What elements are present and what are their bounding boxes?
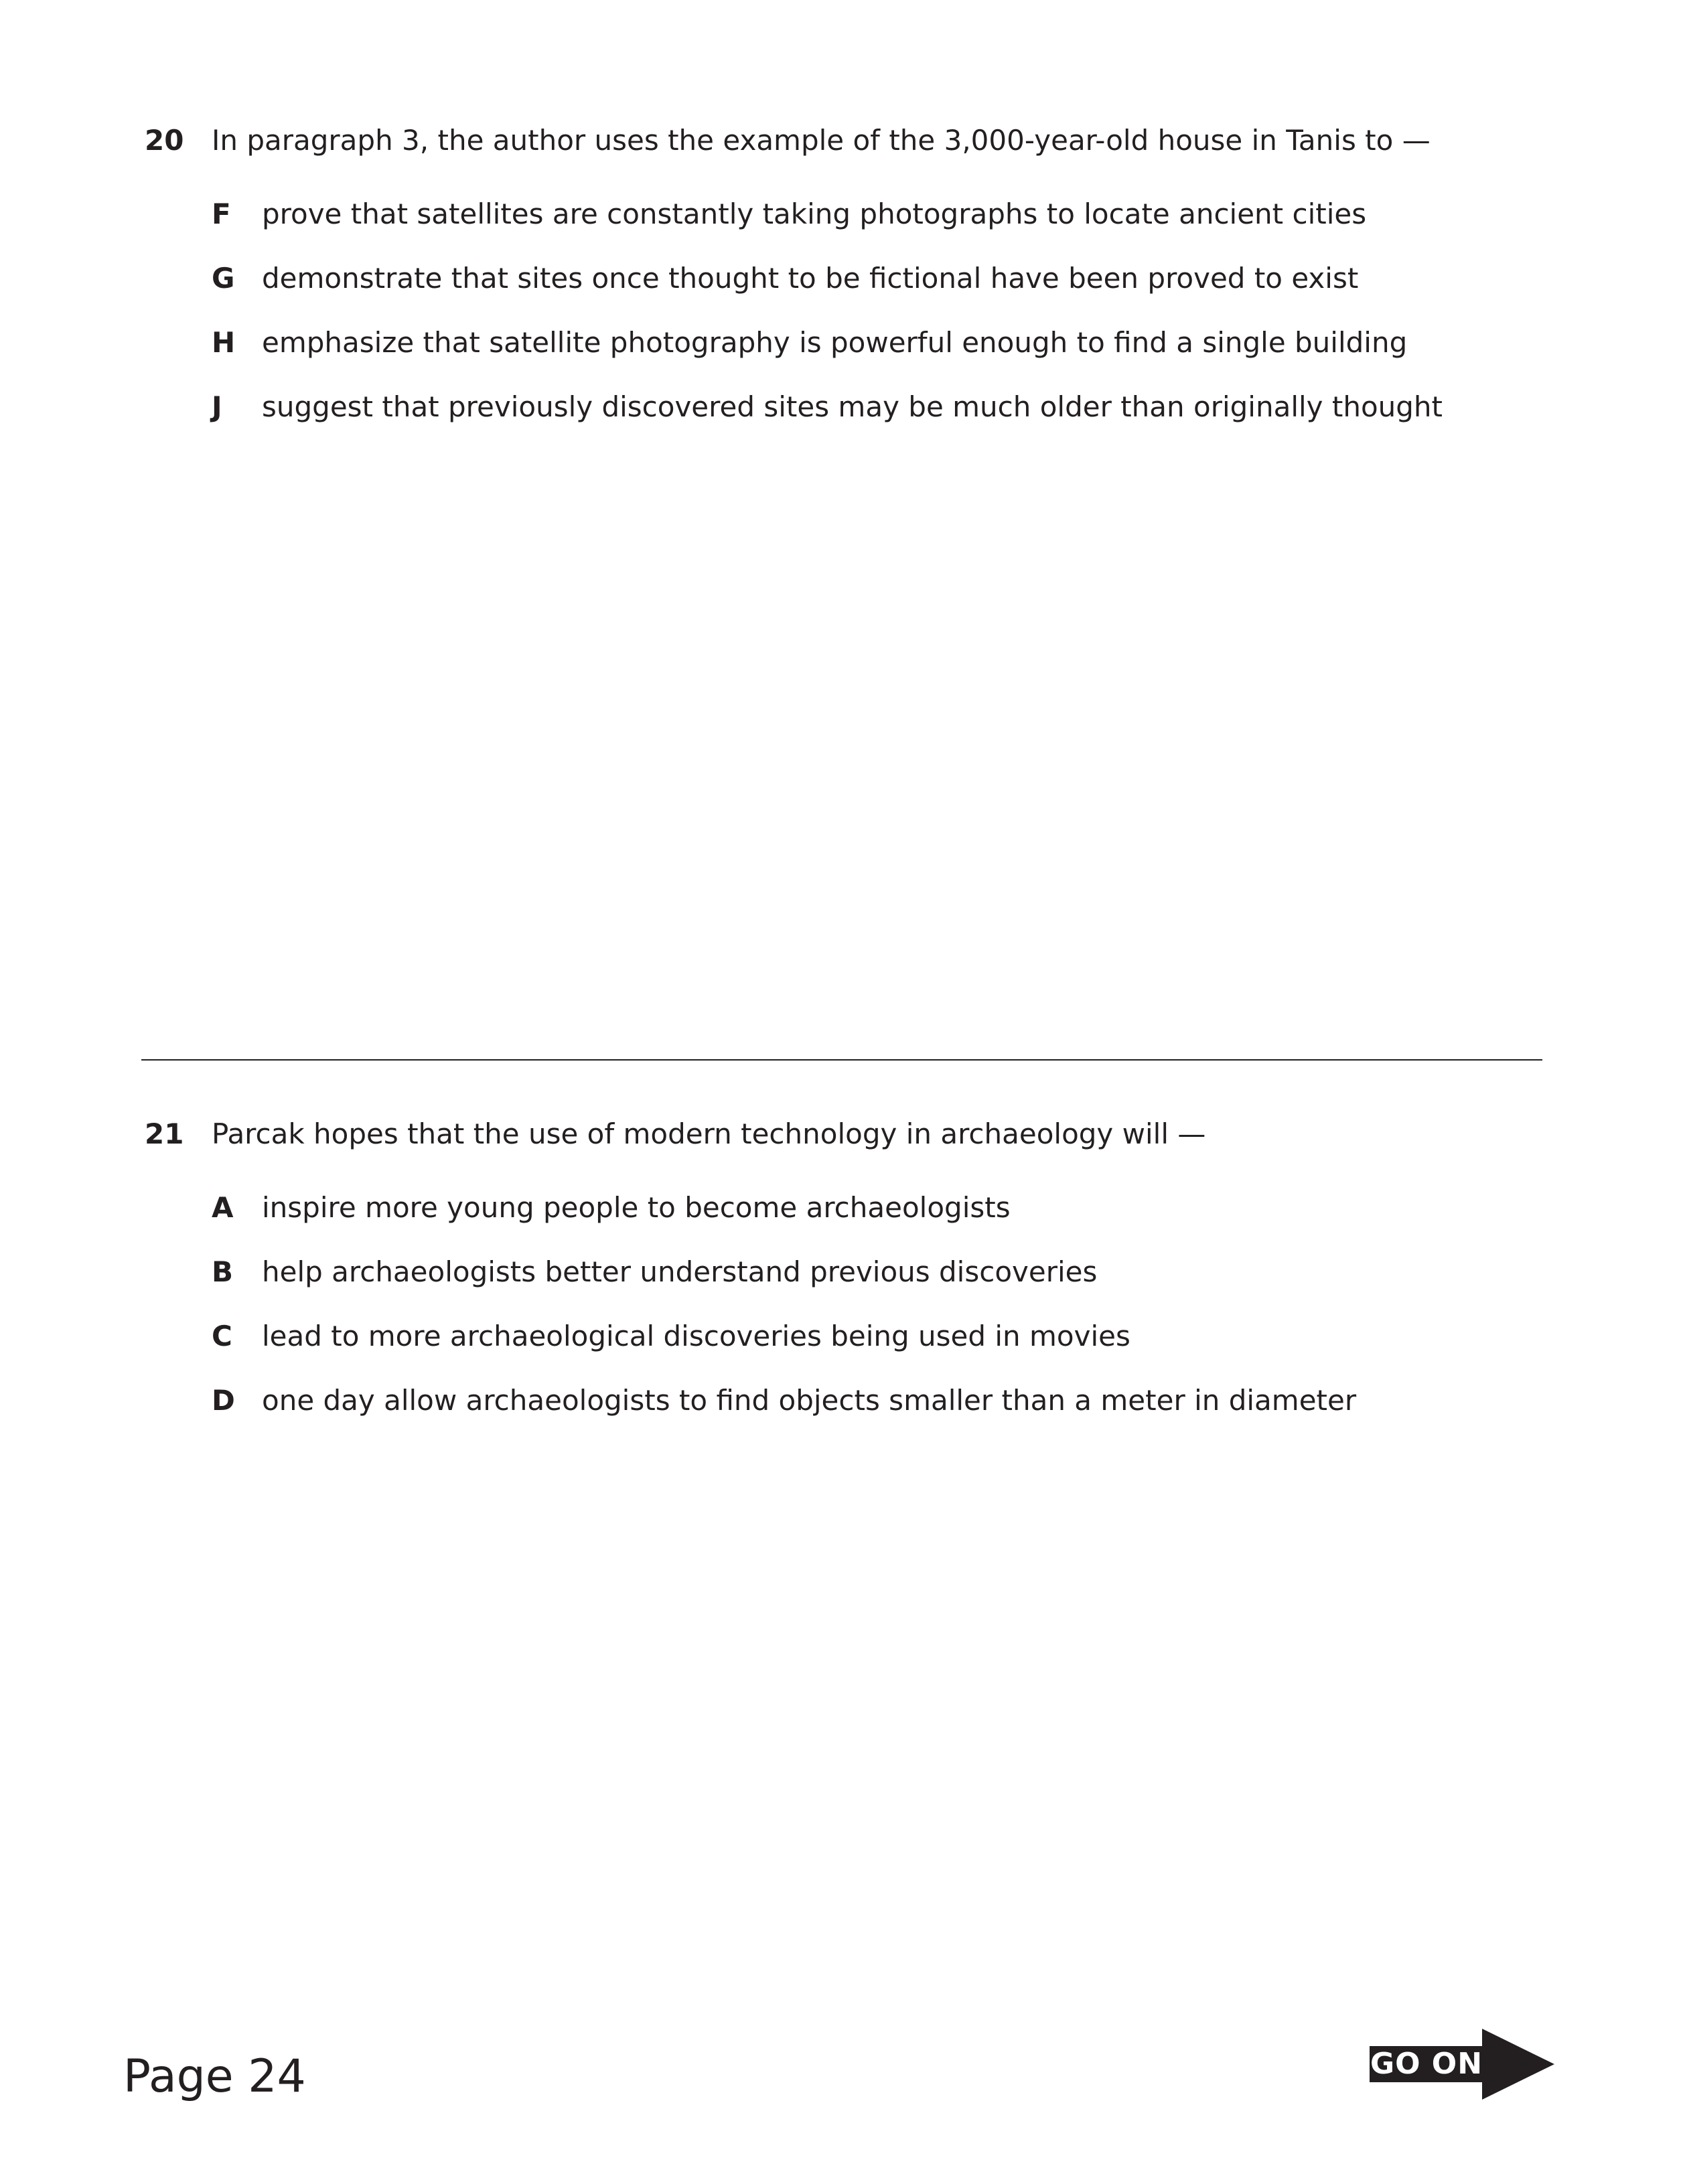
question-number: 20 [145,124,184,157]
choice-letter: G [212,262,235,295]
choice-letter: D [212,1384,235,1417]
choice-letter: B [212,1255,234,1288]
choice-letter: C [212,1320,232,1352]
answer-choice-g[interactable] [212,260,1358,297]
question-stem [145,1115,1205,1153]
choice-text: suggest that previously discovered sites may be much older than originally thought [262,390,1443,423]
question-stem [145,122,1431,159]
answer-choice-b[interactable] [212,1253,1097,1291]
choice-text: emphasize that satellite photography is powerful enough to find a single building [262,326,1408,359]
answer-choice-a[interactable] [212,1189,1011,1227]
choice-letter: A [212,1191,234,1224]
choice-text: help archaeologists better understand previous discoveries [262,1255,1098,1288]
question-text: Parcak hopes that the use of modern technology in archaeology will — [212,1117,1206,1150]
answer-choice-h[interactable] [212,324,1407,362]
choice-letter: F [212,198,231,230]
answer-choice-c[interactable] [212,1318,1130,1355]
choice-letter: H [212,326,236,359]
go-on-indicator [1370,2029,1560,2100]
choice-text: one day allow archaeologists to find objects smaller than a meter in diameter [262,1384,1357,1417]
choice-text: prove that satellites are constantly taking photographs to locate ancient cities [262,198,1367,230]
go-on-label: GO ON [1370,2047,1483,2081]
question-text: In paragraph 3, the author uses the example of the 3,000-year-old house in Tanis to — [212,124,1431,157]
choice-text: demonstrate that sites once thought to be fictional have been proved to exist [262,262,1359,295]
arrow-right-icon [1482,2029,1554,2100]
page-number: Page 24 [123,2050,306,2103]
choice-text: lead to more archaeological discoveries being used in movies [262,1320,1130,1352]
answer-choice-j[interactable] [212,388,1443,426]
choice-letter: J [212,390,222,423]
choice-text: inspire more young people to become archaeologists [262,1191,1011,1224]
answer-choice-f[interactable] [212,196,1366,233]
answer-choice-d[interactable] [212,1382,1356,1419]
question-number: 21 [145,1117,184,1150]
question-divider [141,1059,1542,1061]
